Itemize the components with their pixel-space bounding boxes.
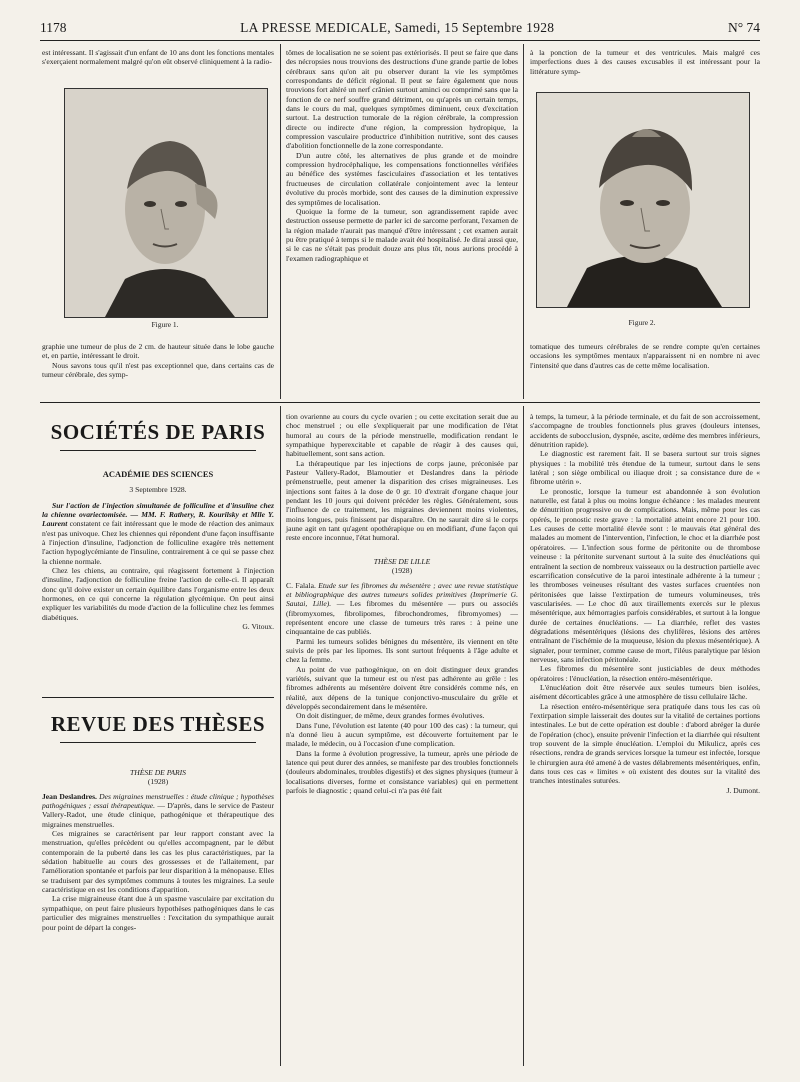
paragraph: Dans l'une, l'évolution est latente (40 pour 100 des cas) : la tumeur, qui n'a donné lieu à aucun symptôme, est découverte fortuitement par le malade, le médecin, ou à l'occasion d'une complication. <box>286 720 518 749</box>
academie-lead: Sur l'action de l'injection simultanée de folliculine et d'insuline chez la chienne ovariectomisée. — MM. F. Rathery, R. Kourilsky et Mlle Y. Laurent <box>42 500 274 529</box>
paragraph: Jean Deslandres. Des migraines menstruelles : étude clinique ; hypothèses pathogéniques ; essai thérapeutique. — D'après, dans le service de Pasteur Vallery-Radot, une étude clinique, pathogénique et thérapeutique des migraines menstruelles. <box>42 791 275 829</box>
figure-2-caption: Figure 2. <box>628 318 656 327</box>
paragraph: D'un autre côté, les alternatives de plus grande et de moindre compression hydrocéphalique, les compensations fonctionnelles vérifiées au bénéfice des systèmes fasciculaires d'association et les tentatives fructueuses de circulation collatérale conjointement avec la lenteur évolutive du procès morbide, sont des causes de la diminution expressive des symptômes de localisation. <box>286 150 518 207</box>
paragraph: graphie une tumeur de plus de 2 cm. de hauteur située dans le lobe gauche et, en partie, intéressant le droit. <box>42 342 274 361</box>
paragraph: tomatique des tumeurs cérébrales de se rendre compte qu'en certaines occasions les symptômes mentaux n'apparaissent ni en nombre ni avec l'intensité que dans d'autres cas de cette même localisation. <box>530 342 760 370</box>
revue-title: REVUE DES THÈSES <box>50 712 266 736</box>
top-col2 <box>286 48 518 263</box>
top-col1-after <box>42 342 274 379</box>
column-rule <box>280 44 281 399</box>
top-col3-intro <box>530 48 760 76</box>
paragraph: C. Falala. Etude sur les fibromes du mésentère ; avec une revue statistique et bibliographique des autres tumeurs solides primitives (Imprimerie G. Sautai, Lille). — Les fibromes du mésentère — purs ou associés (fibromyxomes, fibrolipomes, fibrochondromes, fibromyomes) — représentent encore une classe de tumeurs très rares : à peine une cinquantaine de cas publiés. <box>286 580 518 637</box>
these-paris-heading: THÈSE DE PARIS <box>130 768 186 777</box>
academie-block <box>42 470 274 632</box>
paragraph: est intéressant. Il s'agissait d'un enfant de 10 ans dont les fonctions mentales s'exerçaient normalement malgré qu'on eût observé cliniquement à la radio- <box>42 48 274 67</box>
patient-portrait-icon <box>537 93 749 307</box>
top-col1-intro <box>42 48 274 67</box>
paragraph: Le diagnostic est rarement fait. Il se basera surtout sur trois signes physiques : la mobilité très étendue de la tumeur, surtout dans le sens latéral ; son siège ombilical ou iliaque droit ; sa consistance dure de « fibrome utérin ». <box>530 449 760 487</box>
title-rule <box>60 450 256 451</box>
paragraph: Les fibromes du mésentère sont justiciables de deux méthodes opératoires : l'énucléation, la résection entéro-mésentérique. <box>530 664 760 683</box>
page-number: 1178 <box>40 20 67 35</box>
these-lille-heading: THÈSE DE LILLE <box>373 556 431 566</box>
paragraph: La thérapeutique par les injections de corps jaune, préconisée par Pasteur Vallery-Radot, Blamoutier et Deslandres dans la période prémenstruelle, peut amener la disparition des crises migraineuses. Les injections sont faites à la dose de 0 gr. 10 d'extrait d'organe chaque jour pendant les 10 jours qui doivent précéder les règles. Généralement, sous l'influence de ce traitement, les migraines deviennent moins violentes, moins longues, puis finissent par disparaître. On ne saurait dire si le corps jaune agit en tant qu'agent opothérapique ou en modifiant, d'une façon qui reste encore inconnue, l'état humoral. <box>286 458 518 543</box>
paris-p1: D'après, dans le service de Pasteur Vallery-Radot, une étude clinique, pathogénique et thérapeutique des migraines menstruelles. <box>42 801 274 829</box>
author: C. Falala. <box>286 580 316 590</box>
lille-p1: Les fibromes du mésentère — purs ou associés (fibromyxomes, fibrolipomes, fibrochondromes, fibromyomes) — représentent encore une classe de tumeurs très rares : à peine une cinquantaine de cas publiés. <box>286 599 518 637</box>
paragraph: L'énucléation doit être réservée aux seules tumeurs bien isolées, aisément décorticables grâce à une atmosphère de tissu cellulaire lâche. <box>530 682 760 702</box>
top-col3-after <box>530 342 760 370</box>
paragraph: tion ovarienne au cours du cycle ovarien ; ou cette excitation serait due au choc menstruel ; ou elle s'expliquerait par une modification de l'état humoral au cours de la période menstruelle, modification rendant le sympathique hyperexcitable et capable de réagir à des causes qui, habituellement, sont sans action. <box>286 412 518 459</box>
paragraph: Ces migraines se caractérisent par leur rapport constant avec la menstruation, qu'elles précèdent ou qu'elles accompagnent, par le début contemporain de la puberté dans les cas les plus caractéristiques, par la sédation habituelle au cours des grossesses et de l'allaitement, par l'amélioration spontanée et parfois par leur disparition à la ménopause. Elles se traduisent par des symptômes communs à toutes les migraines. La seule caractéristique en est les conditions d'apparition. <box>42 829 274 895</box>
paragraph: à la ponction de la tumeur et des ventricules. Mais malgré ces imperfections dues à des causes excusables il est intéressant pour la littérature symp- <box>530 48 760 76</box>
these-paris-year: (1928) <box>147 777 169 787</box>
page-header <box>40 18 760 38</box>
author: Jean Deslandres. <box>42 791 97 801</box>
issue-number: N° 74 <box>727 20 760 35</box>
paragraph <box>42 501 274 566</box>
academie-body: constatent ce fait intéressant que le mode de réaction des animaux n'est pas univoque. Chez les chiennes qui répondent d'une façon insuffisante à l'injection d'insuline, l'adjonction de folliculine exagère très nettement l'action hypoglycémiante de l'insuline, contrairement à ce qui se passe chez la chienne normale. <box>42 519 275 566</box>
header-rule <box>40 40 760 41</box>
signature: J. Dumont. <box>726 785 760 795</box>
figure-1-caption: Figure 1. <box>151 320 179 329</box>
title-rule <box>60 742 256 743</box>
signature: G. Vitoux. <box>242 622 274 632</box>
paragraph: tômes de localisation ne se soient pas extériorisés. Il peut se faire que dans des nécropsies nous trouvions des destructions d'une grande partie de lobes cérébraux sans qu'on ait pu observer durant la vie les symptômes correspondants de déficit régional. Il peut se faire également que nous trouvions fort altéré un nerf crânien surtout aminci ou comprimé sans que la fonction de ce nerf souffre grand détriment, ou qu'après un certain temps, dans le cours du mal, quelques symptômes diminuent, ceux d'excitation surtout. La destruction tumorale de la région cérébrale, la compression directe ou indirecte d'une région, la compression hydropique, la compression vasculaire productrice d'inhibition nutritive, sont des causes d'abolition fonctionnelle de la zone correspondante. <box>286 48 518 151</box>
journal-title: LA PRESSE MEDICALE, Samedi, 15 Septembre 1928 <box>240 20 555 35</box>
societes-title: SOCIÉTÉS DE PARIS <box>50 420 266 444</box>
academie-date: 3 Septembre 1928. <box>129 485 187 495</box>
bottom-col3 <box>530 412 760 795</box>
column-rule <box>523 44 524 399</box>
figure-1-photo <box>64 88 268 318</box>
paragraph: La crise migraineuse étant due à un spasme vasculaire par excitation du sympathique, on peut faire plusieurs hypothèses pathogéniques dans le cas particulier des migraines menstruelles : l'excitation du sympathique aurait pour point de départ la conges- <box>42 894 274 932</box>
paragraph: Parmi les tumeurs solides bénignes du mésentère, ils viennent en tête suivis de près par les lipomes. Ils sont surtout fréquents à l'âge adulte et chez la femme. <box>286 636 518 665</box>
these-paris-block <box>42 768 274 932</box>
paragraph: Chez les chiens, au contraire, qui réagissent fortement à l'injection d'insuline, l'adjonction de folliculine freine l'action de celle-ci. Il apparaît donc qu'il doive exister un certain équilibre dans l'organisme entre les deux hormones, en ce qui concerne la régulation glycémique. On peut ainsi expliquer les variabilités du mode d'action de la folliculine chez les femmes diabétiques. <box>42 566 274 622</box>
paragraph: à temps, la tumeur, à la période terminale, et du fait de son accroissement, s'accompagne de troubles fonctionnels plus graves (douleurs intenses, accidents de subocclusion, dyspnée, ascite, œdème des membres inférieurs, dénutrition rapide). <box>530 412 760 450</box>
column-rule <box>280 406 281 1066</box>
paragraph: On doit distinguer, de même, deux grandes formes évolutives. <box>296 711 485 721</box>
paragraph: Quoique la forme de la tumeur, son agrandissement rapide avec destruction osseuse permette de parler ici de sarcome perforant, l'examen de la région malade n'aurait pas manqué d'être intéressant ; cet examen aurait pu être pratiqué à temps si le malade avait été hospitalisé. Je dirai aussi que, si le cas ne s'était pas produit douze ans plus tôt, nous aurions procédé à l'examen radiographique et <box>286 206 518 263</box>
paragraph: La résection entéro-mésentérique sera pratiquée dans tous les cas où l'extirpation simple laisserait des doutes sur la vitalité de certaines portions intestinales. Le but de cette opération est double : d'abord abréger la durée de l'opération (choc), ensuite prévenir l'infection et la diarrhée qui résultent trop souvent de la simple énucléation. L'emploi du Mikulicz, après ces résections, rendra de grands services lorsque la tumeur est infectée, lorsque le chirurgien aura été amené à de vastes délabrements mésentériques, enfin, dans tous ces cas « limites » où existent des doutes sur la vitalité des tranches intestinales suturées. <box>530 701 760 786</box>
these-lille-year: (1928) <box>391 566 413 576</box>
thesis-title: Des migraines menstruelles : étude clinique ; hypothèses pathogéniques ; essai thérapeutique. <box>42 791 275 811</box>
patient-portrait-icon <box>65 89 267 317</box>
column-rule <box>523 406 524 1066</box>
paragraph: Nous savons tous qu'il n'est pas exceptionnel que, dans certains cas de tumeur cérébrale, des symp- <box>42 360 274 380</box>
paragraph: Au point de vue pathogénique, on en doit distinguer deux grandes variétés, suivant que la tumeur est ou n'est pas adhérente au grêle : les fibromes adhérents au mésentère doivent être considérés comme nés, en réalité, aux dépens de la tunique conjonctivo-musculaire du grêle et développés secondairement dans le mésentère. <box>286 664 518 711</box>
academie-title: ACADÉMIE DES SCIENCES <box>102 469 214 479</box>
paragraph: Dans la forme à évolution progressive, la tumeur, après une période de latence qui peut durer des années, se manifeste par des troubles fonctionnels (douleurs abdominales, troubles digestifs) et des signes physiques (tumeur à localisations diverses, forme et consistance variables) qui en permettent parfois le diagnostic ; quand celui-ci n'a pas été fait <box>286 748 518 796</box>
section-rule <box>42 697 274 698</box>
paragraph: Le pronostic, lorsque la tumeur est abandonnée à son évolution naturelle, est fatal à plus ou moins longue échéance : les malades meurent de dénutrition progressive ou de complications. Mais, même pour les cas opérés, le pronostic reste grave : la mortalité atteint encore 21 pour 100. Les causes de cette mortalité élevée sont : le mauvais état général des malades au moment de l'intervention, l'infection, le choc et la diarrhée post opératoires. — L'infection sous forme de péritonite ou de thrombose veineuse : la péritonite survenant surtout à la suite des énucléations qui entraînent la section de nombreux vaisseaux ou la destruction partielle avec escarrification consécutive de la paroi intestinale adhérente à la tumeur ; les thromboses veineuses résultant des vastes surfaces cruentées non péritonisées que laisse l'extirpation de tumeurs volumineuses, très vascularisées. — Le choc dû aux tiraillements exercés sur le plexus mésentérique, aux hémorragies parfois considérables, et surtout à la longue durée de certaines énucléations. — La diarrhée, reflet des vastes dégradations mésentériques (lésions des chylifères, lésions des artères entraînant de l'ischémie de la muqueuse, lésion du plexus mésentérique). A signaler, pour terminer, comme cause de mort, l'iléus paralytique par lésion nerveuse, sans infection péritonéale. <box>530 486 760 664</box>
bottom-col2 <box>286 412 518 795</box>
section-rule <box>40 402 760 403</box>
thesis-title: Etude sur les fibromes du mésentère ; avec une revue statistique et bibliographique des autres tumeurs solides primitives (Imprimerie G. Sautai, Lille). <box>286 580 518 609</box>
figure-2-photo <box>536 92 750 308</box>
